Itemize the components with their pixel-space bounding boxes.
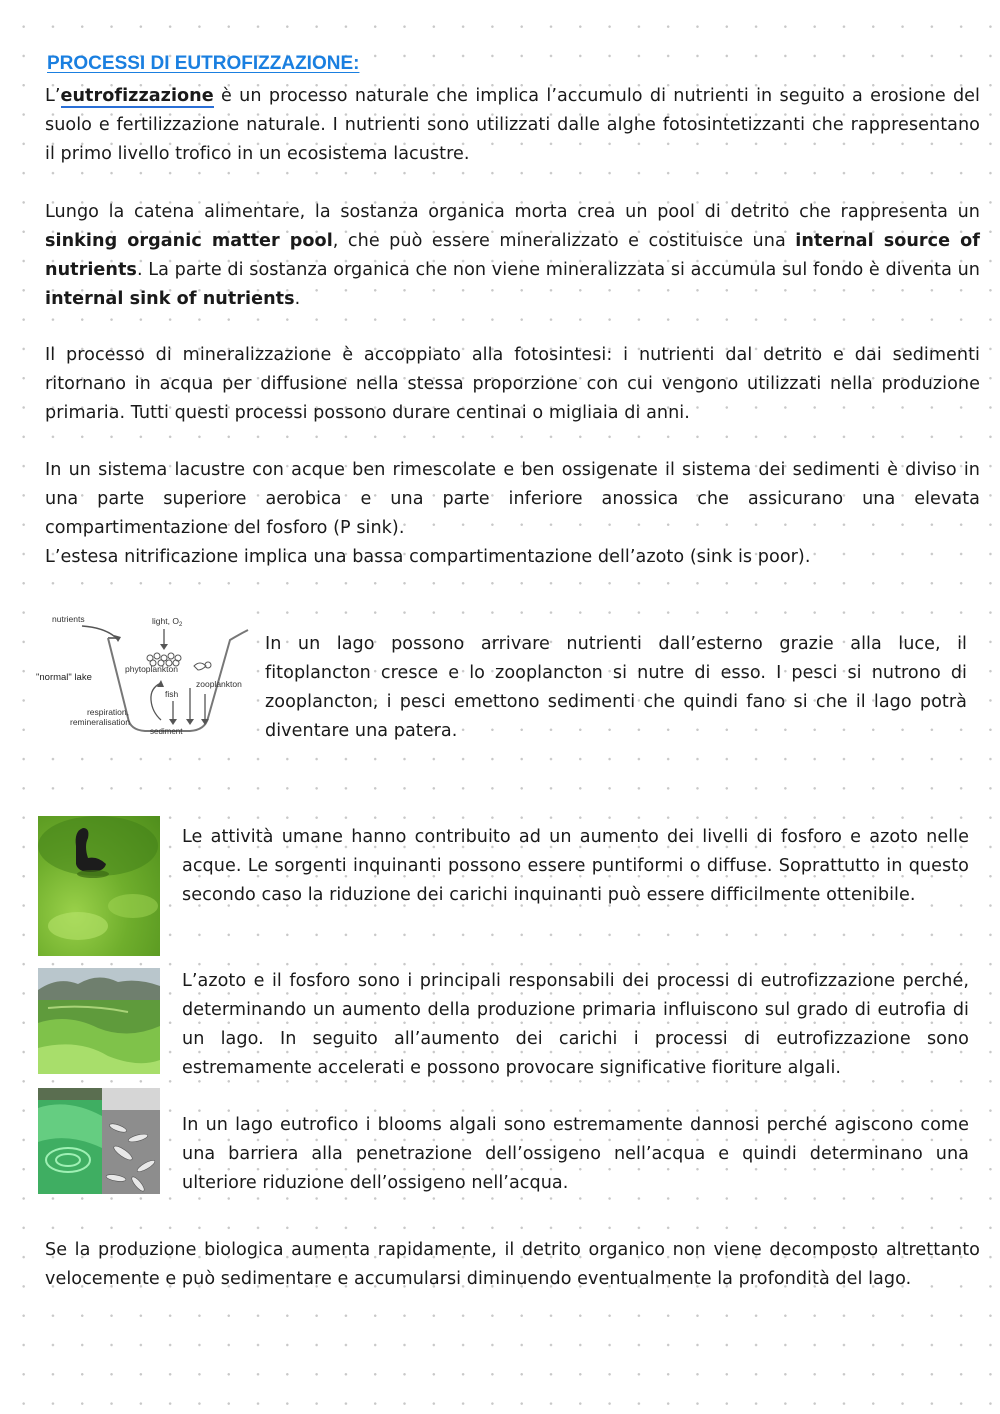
paragraph-nitrogen-phosphorus: L’azoto e il fosforo sono i principali responsabili dei processi di eutrofizzazione perché, determinando un aumento della produzione primaria influiscono sul grado di eutrofia di un lago. In seguito all’aumento dei carichi i processi di eutrofizzazione sono estremamente accelerati e possono provocare significative fioriture algali. xyxy=(182,971,969,1078)
photo-algae-shore xyxy=(38,968,160,1074)
label-nutrients: nutrients xyxy=(52,614,85,624)
normal-lake-diagram xyxy=(30,608,255,743)
paragraph-algal-blooms: In un lago eutrofico i blooms algali sono estremamente dannosi perché agiscono come una barriera alla penetrazione dell’ossigeno nell’acqua e quindi determinano una ulteriore riduzione dell’ossigeno nell’acqua. xyxy=(182,1115,969,1193)
paragraph-lake-diagram-description: In un lago possono arrivare nutrienti dall’esterno grazie alla luce, il fitoplancton cresce e lo zooplancton si nutre di esso. I pesci si nutrono di zooplancton, i pesci emettono sedimenti che quindi fano si che il lago potrà diventare una patera. xyxy=(265,634,967,741)
paragraph-biological-production: Se la produzione biologica aumenta rapidamente, il detrito organico non viene decomposto altrettanto velocemente e può sedimentare e accumularsi diminuendo eventualmente la profondità del lago. xyxy=(45,1240,980,1289)
label-sediment: sediment xyxy=(150,727,183,736)
photo-algal-bloom-dead-fish xyxy=(38,1088,160,1194)
bold-term-internal-source: internal source of nutrients xyxy=(45,231,980,280)
label-zooplankton: zooplankton xyxy=(196,679,242,689)
paragraph-human-activity: Le attività umane hanno contribuito ad un aumento dei livelli di fosforo e azoto nelle acque. Le sorgenti inquinanti possono essere puntiformi o diffuse. Soprattutto in questo secondo caso la riduzione dei carichi inquinanti può essere difficilmente ottenibile. xyxy=(182,827,969,905)
label-fish: fish xyxy=(165,689,179,699)
section-heading: PROCESSI DI EUTROFIZZAZIONE: xyxy=(47,53,360,74)
paragraph-eutrofizzazione-intro: L’eutrofizzazione è un processo naturale che implica l’accumulo di nutrienti in seguito a erosione del suolo e fertilizzazione naturale. I nutrienti sono utilizzati dalle alghe fotosintetizzanti che rappresentano il primo livello trofico in un ecosistema lacustre. xyxy=(45,86,980,164)
label-remineralisation: remineralisation xyxy=(70,717,130,727)
highlighted-term: eutrofizzazione xyxy=(60,86,214,106)
bold-term-sinking-pool: sinking organic matter pool xyxy=(45,231,333,251)
paragraph-organic-matter-pool: Lungo la catena alimentare, la sostanza organica morta crea un pool di detrito che rappresenta un sinking organic matter pool, che può essere mineralizzato e costituisce una internal source of nutrients. La parte di sostanza organica che non viene mineralizzata si accumula sul fondo è diventa un internal sink of nutrients. xyxy=(45,202,980,309)
paragraph-mineralizzazione: Il processo di mineralizzazione è accoppiato alla fotosintesi: i nutrienti dal detrito e dai sedimenti ritornano in acqua per diffusione nella stessa proporzione con cui vengono utilizzati nella produzione primaria. Tutti questi processi possono durare centinai o migliaia di anni. xyxy=(45,345,980,423)
paragraph-nitrificazione: L’estesa nitrificazione implica una bassa compartimentazione dell’azoto (sink is poor). xyxy=(45,547,811,567)
label-light-o2: light, $O_2$ xyxy=(152,616,183,628)
photo-swan-algae xyxy=(38,816,160,956)
label-respiration: respiration, xyxy=(86,707,129,717)
label-phytoplankton: phytoplankton xyxy=(125,664,178,674)
swan-icon xyxy=(38,816,160,956)
bold-term-internal-sink: internal sink of nutrients xyxy=(45,289,295,309)
label-normal-lake: "normal" lake xyxy=(36,672,92,683)
paragraph-sediment-system: In un sistema lacustre con acque ben rimescolate e ben ossigenate il sistema dei sedimenti è diviso in una parte superiore aerobica e una parte inferiore anossica che assicurano una elevata compartimentazione del fosforo (P sink). xyxy=(45,460,980,538)
